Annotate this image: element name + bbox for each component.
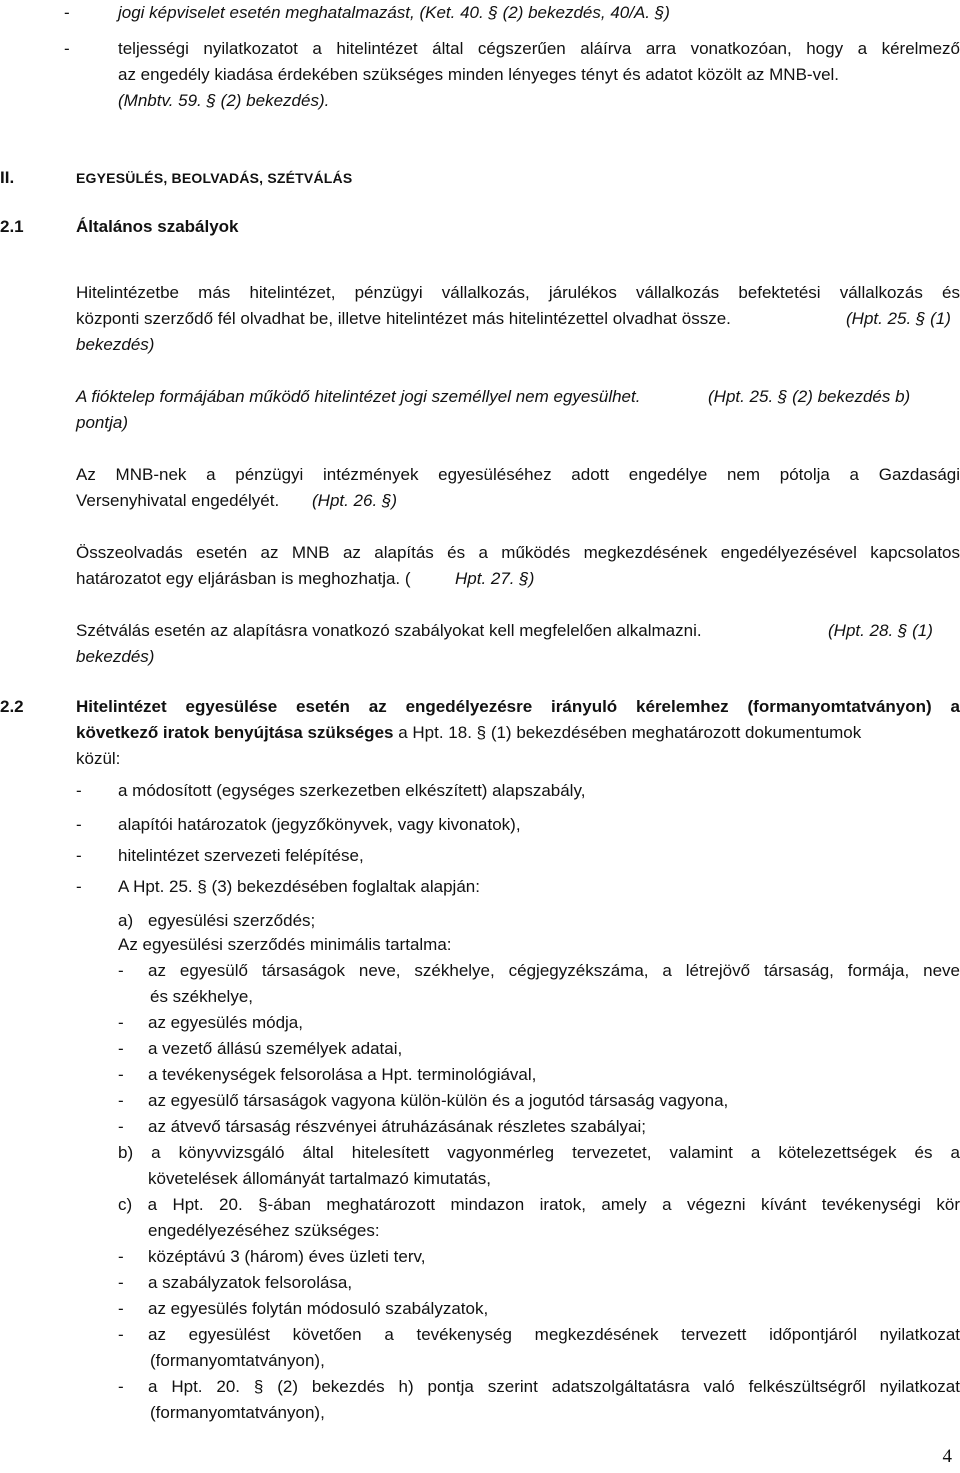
- paragraph-merge-ref: (Hpt. 25. § (1): [846, 309, 951, 328]
- list-dash: -: [76, 815, 82, 834]
- paragraph-split: Szétválás esetén az alapításra vonatkozó szabályokat kell megfelelően alkalmazni.: [76, 621, 702, 640]
- list-dash: -: [118, 1273, 124, 1292]
- min-content-item: az egyesülés módja,: [148, 1013, 303, 1032]
- sublist-item-c-line1: c) a Hpt. 20. §-ában meghatározott mindazon iratok, amely a végezni kívánt tevékenységi kör: [118, 1195, 960, 1214]
- min-content-item: az átvevő társaság részvényei átruházásának részletes szabályai;: [148, 1117, 646, 1136]
- section-number: II.: [0, 168, 15, 187]
- paragraph-branch-ref-cont: pontja): [76, 413, 128, 432]
- list-dash: -: [118, 1299, 124, 1318]
- list-item: hitelintézet szervezeti felépítése,: [118, 846, 364, 865]
- list-item: alapítói határozatok (jegyzőkönyvek, vagy kivonatok),: [118, 815, 521, 834]
- paragraph-mnb-ref: (Hpt. 26. §): [312, 491, 398, 510]
- paragraph-merge-line2: központi szerződő fél olvadhat be, illetve hitelintézet más hitelintézettel olvadhat össze.: [76, 309, 731, 328]
- min-content-item: a vezető állású személyek adatai,: [148, 1039, 403, 1058]
- list-item-power-of-attorney: jogi képviselet esetén meghatalmazást, (Ket. 40. § (2) bekezdés, 40/A. §): [118, 3, 670, 22]
- list-dash: -: [118, 1013, 124, 1032]
- paragraph-split-ref-cont: bekezdés): [76, 647, 155, 666]
- list-item: A Hpt. 25. § (3) bekezdésében foglaltak alapján:: [118, 877, 480, 896]
- paragraph-merge-ref-cont: bekezdés): [76, 335, 155, 354]
- paragraph-merger-line1: Összeolvadás esetén az MNB az alapítás és a működés megkezdésének engedélyezésével kapcsolatos: [76, 543, 960, 562]
- c-list-item-cont: (formanyomtatványon),: [150, 1351, 325, 1370]
- list-dash: -: [76, 877, 82, 896]
- list-item-completeness-line1: teljességi nyilatkozatot a hitelintézet által cégszerűen aláírva arra vonatkozóan, hogy a kérelmező: [118, 39, 960, 58]
- sublist-item-b-line1: b) a könyvvizsgáló által hitelesített vagyonmérleg tervezetet, valamint a kötelezettségek és a: [118, 1143, 960, 1162]
- subsection-heading-line3: közül:: [76, 749, 121, 768]
- list-dash: -: [118, 1117, 124, 1136]
- c-list-item: az egyesülést követően a tevékenység megkezdésének tervezett időpontjáról nyilatkozat: [148, 1325, 960, 1344]
- list-dash: -: [64, 3, 70, 22]
- list-dash: -: [76, 846, 82, 865]
- paragraph-merger-line2: határozatot egy eljárásban is meghozhatja. (: [76, 569, 411, 588]
- paragraph-mnb-line2: Versenyhivatal engedélyét.: [76, 491, 280, 510]
- min-content-intro: Az egyesülési szerződés minimális tartalma:: [118, 935, 452, 954]
- c-list-item: az egyesülés folytán módosuló szabályzatok,: [148, 1299, 489, 1318]
- sublist-item-c-line2: engedélyezéséhez szükséges:: [148, 1221, 380, 1240]
- c-list-item: középtávú 3 (három) éves üzleti terv,: [148, 1247, 426, 1266]
- c-list-item-cont: (formanyomtatványon),: [150, 1403, 325, 1422]
- list-item-completeness-ref: (Mnbtv. 59. § (2) bekezdés).: [118, 91, 330, 110]
- heading-rest-part: a Hpt. 18. § (1) bekezdésében meghatározott dokumentumok: [393, 723, 862, 742]
- paragraph-split-ref: (Hpt. 28. § (1): [828, 621, 933, 640]
- list-dash: -: [118, 1377, 124, 1396]
- list-dash: -: [118, 1325, 124, 1344]
- paragraph-mnb-line1: Az MNB-nek a pénzügyi intézmények egyesüléséhez adott engedélye nem pótolja a Gazdasági: [76, 465, 960, 484]
- paragraph-merger-ref: Hpt. 27. §): [455, 569, 535, 588]
- min-content-item: az egyesülő társaságok vagyona külön-külön és a jogutód társaság vagyona,: [148, 1091, 729, 1110]
- page-number: 4: [942, 1446, 952, 1467]
- list-dash: -: [118, 1065, 124, 1084]
- paragraph-branch-ref: (Hpt. 25. § (2) bekezdés b): [708, 387, 911, 406]
- min-content-item-cont: és székhelye,: [150, 987, 253, 1006]
- list-dash: -: [76, 781, 82, 800]
- sublist-label-a: a): [118, 911, 134, 930]
- list-dash: -: [64, 39, 70, 58]
- subsection-heading-line1: Hitelintézet egyesülése esetén az engedélyezésre irányuló kérelemhez (formanyomtatványon) a: [76, 697, 960, 716]
- c-list-item: a szabályzatok felsorolása,: [148, 1273, 353, 1292]
- list-item: a módosított (egységes szerkezetben elkészített) alapszabály,: [118, 781, 586, 800]
- c-list-item: a Hpt. 20. § (2) bekezdés h) pontja szerint adatszolgáltatásra való felkészültségről nyilatkozat: [148, 1377, 960, 1396]
- subsection-heading-line2: [76, 720, 861, 746]
- min-content-item: a tevékenységek felsorolása a Hpt. terminológiával,: [148, 1065, 537, 1084]
- list-dash: -: [118, 1039, 124, 1058]
- heading-bold-part: következő iratok benyújtása szükséges: [76, 723, 394, 742]
- list-item-completeness-line2: az engedély kiadása érdekében szükséges minden lényeges tényt és adatot közölt az MNB-vel.: [118, 65, 840, 84]
- subsection-title: Általános szabályok: [76, 217, 239, 236]
- sublist-item-b-line2: követelések állományát tartalmazó kimutatás,: [148, 1169, 491, 1188]
- list-dash: -: [118, 961, 124, 980]
- list-dash: -: [118, 1091, 124, 1110]
- min-content-item: az egyesülő társaságok neve, székhelye, cégjegyzékszáma, a létrejövő társaság, formája, neve: [148, 961, 960, 980]
- paragraph-merge-line1: Hitelintézetbe más hitelintézet, pénzügyi vállalkozás, járulékos vállalkozás befektetési vállalkozás és: [76, 283, 960, 302]
- sublist-item-a: egyesülési szerződés;: [148, 911, 316, 930]
- subsection-number: 2.1: [0, 217, 24, 236]
- section-title: EGYESÜLÉS, BEOLVADÁS, SZÉTVÁLÁS: [76, 170, 353, 186]
- subsection-number: 2.2: [0, 697, 24, 716]
- paragraph-branch: A fióktelep formájában működő hitelintézet jogi személlyel nem egyesülhet.: [76, 387, 641, 406]
- list-dash: -: [118, 1247, 124, 1266]
